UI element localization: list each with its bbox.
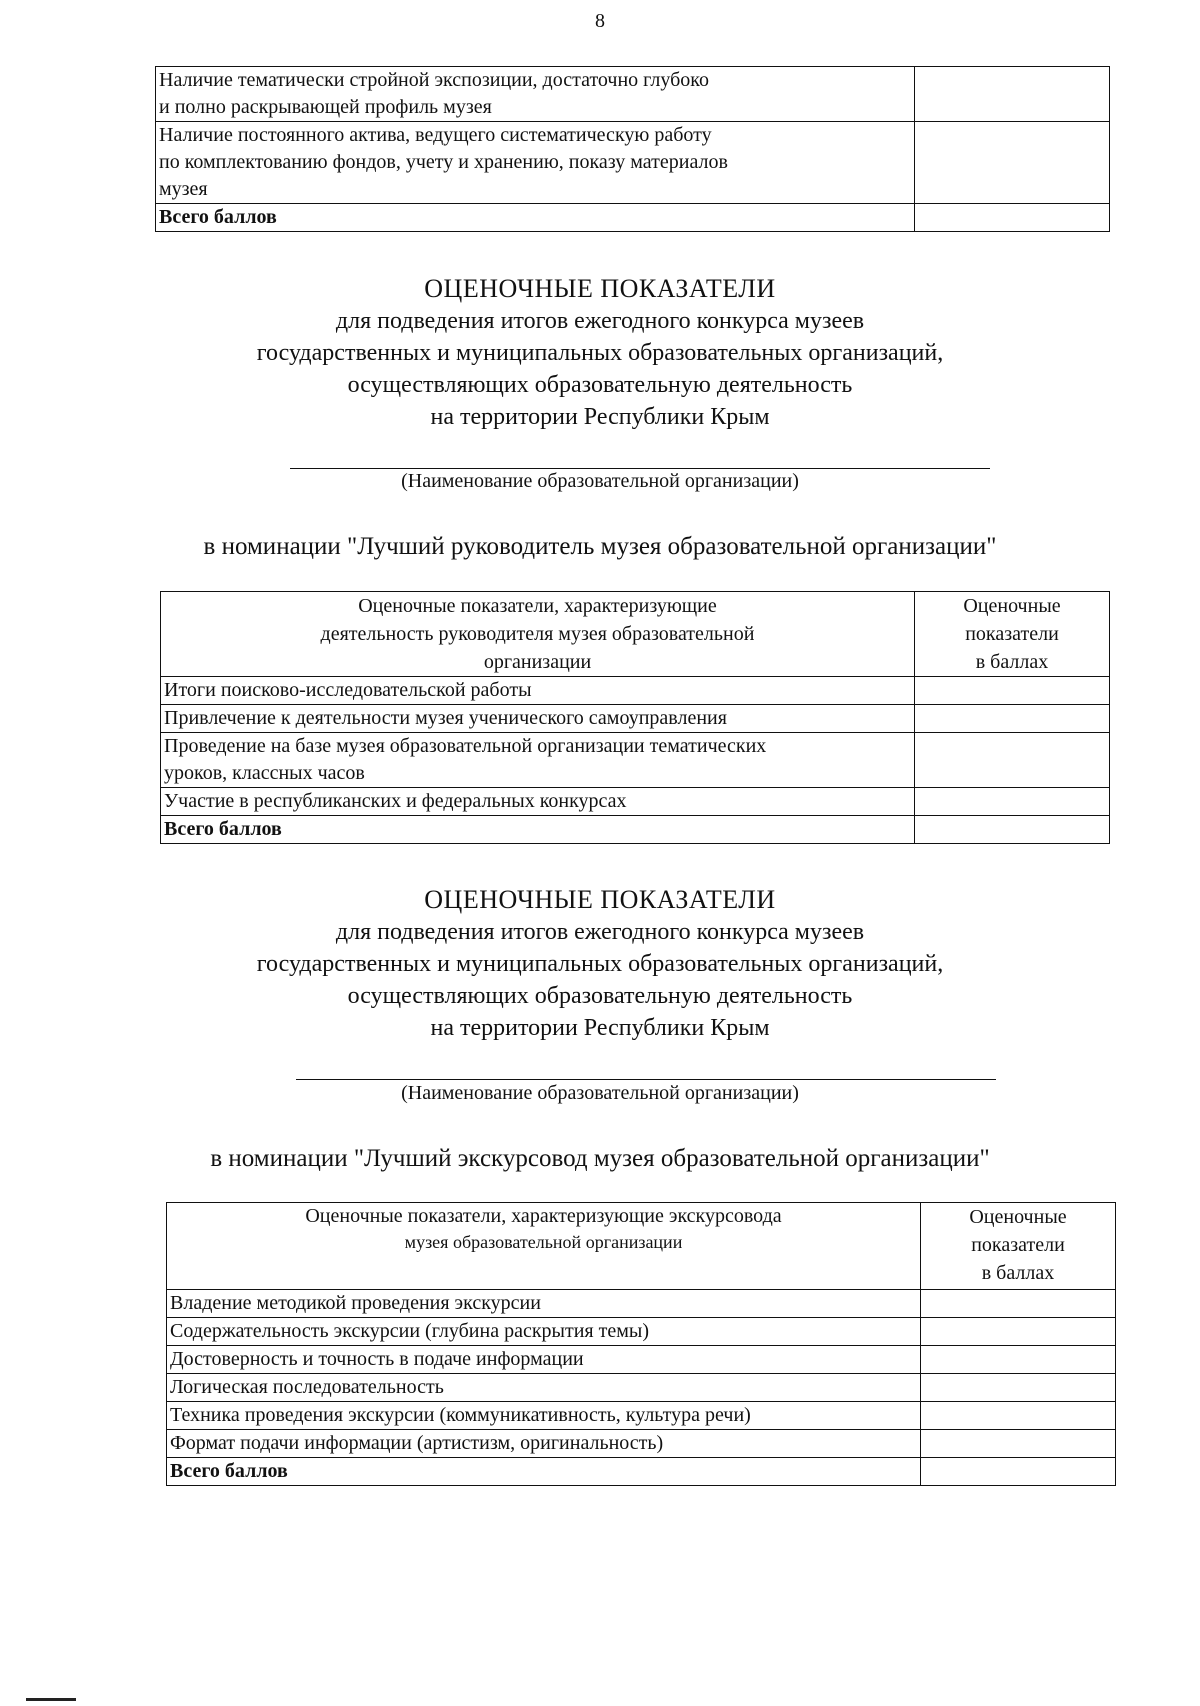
table-row (161, 788, 1110, 816)
header-line: музея образовательной организации (404, 1232, 683, 1252)
section2-org-caption: (Наименование образовательной организации) (401, 1082, 799, 1104)
header-line: организации (483, 651, 592, 673)
scan-edge-mark (26, 1698, 76, 1701)
section1-subtitle-line: осуществляющих образовательную деятельность (347, 372, 853, 398)
section2-nomination: в номинации "Лучший экскурсовод музея образовательной организации" (210, 1145, 990, 1172)
header-line: Оценочные показатели, характеризующие экскурсовода (305, 1205, 782, 1227)
section1-subtitle-line: на территории Республики Крым (430, 404, 770, 430)
header-line: Оценочные (963, 595, 1061, 617)
total-label: Всего баллов (167, 1458, 921, 1486)
criterion-cell: Привлечение к деятельности музея ученического самоуправления (161, 705, 915, 733)
table-header-row (161, 592, 1110, 677)
total-score-cell[interactable] (915, 204, 1110, 232)
section1-subtitle-line: государственных и муниципальных образовательных организаций, (256, 340, 944, 366)
criterion-cell: Участие в республиканских и федеральных конкурсах (161, 788, 915, 816)
section1-nomination: в номинации "Лучший руководитель музея образовательной организации" (203, 533, 997, 560)
section1-org-caption: (Наименование образовательной организации) (401, 470, 799, 492)
section1-subtitle-line: для подведения итогов ежегодного конкурса музеев (335, 308, 865, 334)
total-score-cell[interactable] (915, 816, 1110, 844)
score-cell[interactable] (921, 1374, 1116, 1402)
score-cell[interactable] (915, 67, 1110, 122)
table-row (161, 733, 1110, 788)
criterion-line: Проведение на базе музея образовательной организации тематических (164, 735, 767, 757)
criterion-line: Наличие постоянного актива, ведущего систематическую работу (159, 124, 712, 146)
score-cell[interactable] (921, 1346, 1116, 1374)
table-row (161, 705, 1110, 733)
table-row (167, 1318, 1116, 1346)
section2-subtitle-line: для подведения итогов ежегодного конкурса музеев (335, 919, 865, 945)
score-cell[interactable] (921, 1402, 1116, 1430)
score-cell[interactable] (921, 1290, 1116, 1318)
table-row (156, 67, 1110, 122)
section1-criteria-table (160, 591, 1110, 844)
header-score-cell (915, 592, 1110, 677)
criterion-line: и полно раскрывающей профиль музея (159, 96, 492, 118)
table-row (161, 677, 1110, 705)
total-score-cell[interactable] (921, 1458, 1116, 1486)
criterion-line: Наличие тематически стройной экспозиции, достаточно глубоко (159, 69, 709, 91)
table-row (167, 1290, 1116, 1318)
total-label: Всего баллов (156, 204, 915, 232)
score-cell[interactable] (915, 788, 1110, 816)
criterion-cell: Итоги поисково-исследовательской работы (161, 677, 915, 705)
criterion-cell: Формат подачи информации (артистизм, оригинальность) (167, 1430, 921, 1458)
table-row (167, 1430, 1116, 1458)
section2-subtitle-line: государственных и муниципальных образовательных организаций, (256, 951, 944, 977)
header-line: в баллах (981, 1262, 1055, 1284)
criterion-line: уроков, классных часов (164, 762, 365, 784)
section1-org-name-line[interactable] (290, 468, 990, 469)
table-row (156, 122, 1110, 204)
table-row-total (167, 1458, 1116, 1486)
section2-subtitle-line: на территории Республики Крым (430, 1015, 770, 1041)
table-header-row (167, 1203, 1116, 1290)
criterion-cell: Логическая последовательность (167, 1374, 921, 1402)
header-line: показатели (965, 623, 1059, 645)
section2-subtitle-line: осуществляющих образовательную деятельность (347, 983, 853, 1009)
criterion-cell: Владение методикой проведения экскурсии (167, 1290, 921, 1318)
table-row (167, 1374, 1116, 1402)
table-row (167, 1346, 1116, 1374)
section1-heading (0, 273, 1200, 433)
table-row (167, 1402, 1116, 1430)
criterion-cell: Достоверность и точность в подаче информации (167, 1346, 921, 1374)
total-label: Всего баллов (161, 816, 915, 844)
score-cell[interactable] (921, 1318, 1116, 1346)
section2-org-name-line[interactable] (296, 1079, 996, 1080)
section2-heading (0, 884, 1200, 1044)
section2-title: ОЦЕНОЧНЫЕ ПОКАЗАТЕЛИ (424, 885, 776, 914)
header-line: в баллах (975, 651, 1049, 673)
criterion-line: по комплектованию фондов, учету и хранению, показу материалов (159, 151, 728, 173)
section1-title: ОЦЕНОЧНЫЕ ПОКАЗАТЕЛИ (424, 274, 776, 303)
header-criteria-cell (161, 592, 915, 677)
header-line: деятельность руководителя музея образовательной (320, 623, 755, 645)
criterion-cell (156, 67, 915, 122)
score-cell[interactable] (921, 1430, 1116, 1458)
continued-criteria-table (155, 66, 1110, 232)
score-cell[interactable] (915, 705, 1110, 733)
header-criteria-cell (167, 1203, 921, 1290)
criterion-cell (161, 733, 915, 788)
score-cell[interactable] (915, 677, 1110, 705)
table-row-total (156, 204, 1110, 232)
criterion-cell (156, 122, 915, 204)
table-row-total (161, 816, 1110, 844)
criterion-cell: Техника проведения экскурсии (коммуникативность, культура речи) (167, 1402, 921, 1430)
criterion-line: музея (159, 178, 208, 200)
section2-criteria-table (166, 1202, 1116, 1486)
criterion-cell: Содержательность экскурсии (глубина раскрытия темы) (167, 1318, 921, 1346)
header-line: Оценочные показатели, характеризующие (358, 595, 717, 617)
header-line: Оценочные (969, 1206, 1067, 1228)
header-score-cell (921, 1203, 1116, 1290)
header-line: показатели (971, 1234, 1065, 1256)
score-cell[interactable] (915, 122, 1110, 204)
score-cell[interactable] (915, 733, 1110, 788)
page-number: 8 (595, 10, 605, 32)
